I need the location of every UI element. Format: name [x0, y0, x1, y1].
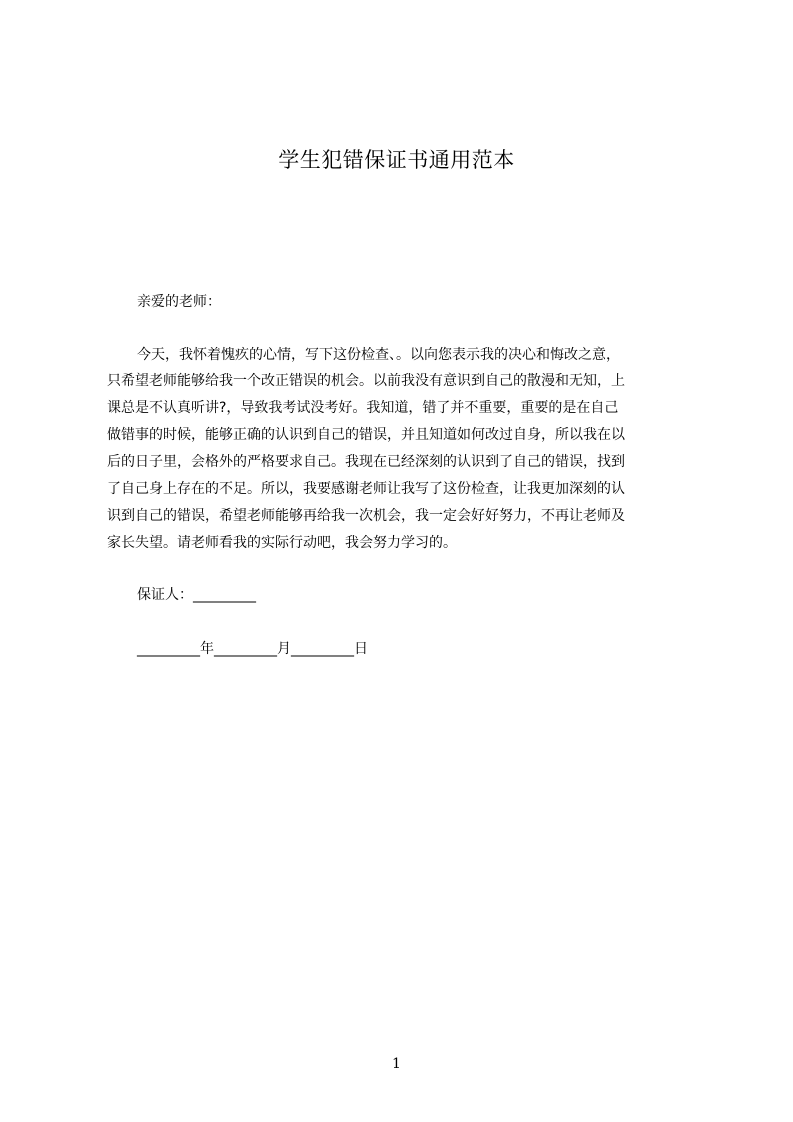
body-line: 今天，我怀着愧疚的心情，写下这份检查、。以向您表示我的决心和悔改之意，	[137, 347, 620, 363]
body-line: 只希望老师能够给我一个改正错误的机会。以前我没有意识到自己的散漫和无知，上	[107, 373, 625, 389]
page-number: 1	[392, 1056, 401, 1072]
body-line: 课总是不认真听讲?，导致我考试没考好。我知道，错了并不重要，重要的是在自己	[107, 400, 619, 416]
signature-line: 保证人：_________	[137, 587, 256, 603]
body-line: 后的日子里，会格外的严格要求自己。我现在已经深刻的认识到了自己的错误，找到	[107, 454, 625, 470]
document-title: 学生犯错保证书通用范本	[278, 148, 515, 172]
body-line: 识到自己的错误，希望老师能够再给我一次机会，我一定会好好努力，不再让老师及	[107, 508, 625, 524]
body-line: 家长失望。请老师看我的实际行动吧，我会努力学习的。	[107, 535, 457, 551]
date-line: _________年_________月_________日	[137, 641, 368, 657]
body-line: 了自己身上存在的不足。所以，我要感谢老师让我写了这份检查，让我更加深刻的认	[107, 481, 625, 497]
body-line: 做错事的时候，能够正确的认识到自己的错误，并且知道如何改过自身，所以我在以	[107, 427, 625, 443]
greeting: 亲爱的老师：	[137, 294, 221, 310]
